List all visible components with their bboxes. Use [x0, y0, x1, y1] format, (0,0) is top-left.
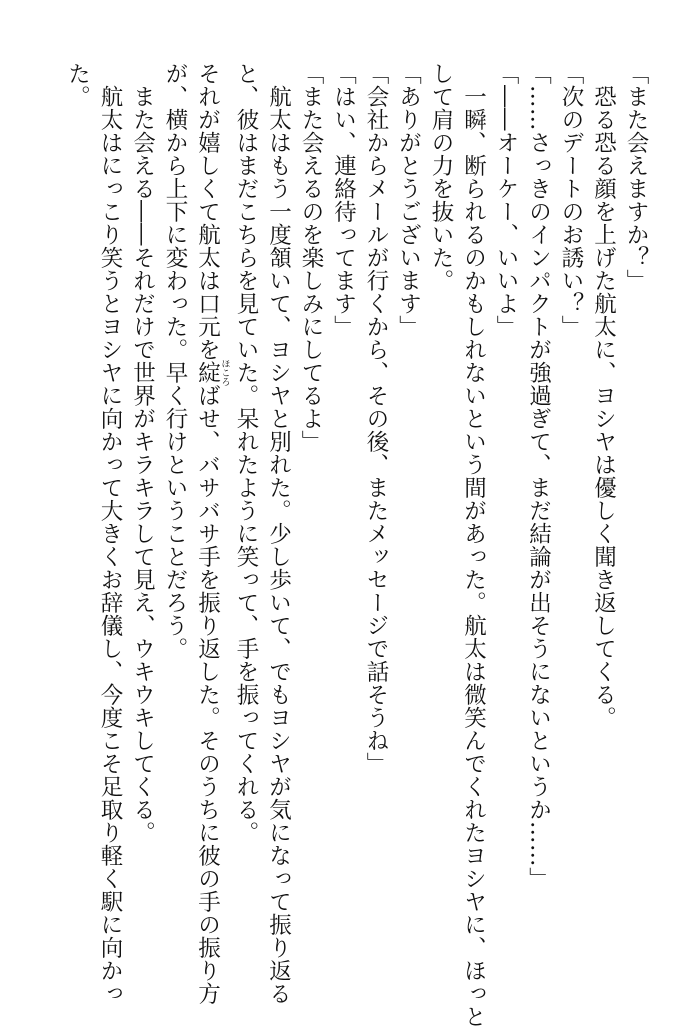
text-line: 恐る恐る顔を上げた航太に、ヨシヤは優しく聞き返してくる。: [590, 62, 617, 729]
text-line: 「また会えるのを楽しみにしてるよ」: [298, 62, 324, 453]
text-line: して肩の力を抜いた。: [428, 62, 454, 292]
text-line-with-ruby: [191, 62, 230, 1005]
text-line: 航太はもう一度頷いて、ヨシヤと別れた。少し歩いて、でもヨシヤが気になって振り返る: [265, 62, 292, 1005]
text-segment: それが嬉しくて航太は口元を: [194, 62, 221, 361]
text-line: また会える――それだけで世界がキラキラして見え、ウキウキしてくる。: [129, 62, 156, 844]
text-segment: ばせ、バサバサ手を振り返した。そのうちに彼の手の振り方: [194, 384, 221, 1005]
text-line: 「次のデートのお誘い？」: [558, 62, 584, 338]
text-line: 一瞬、断られるのかもしれないという間があった。航太は微笑んでくれたヨシヤに、ほっと: [460, 62, 487, 1028]
vertical-text-body: [61, 62, 652, 1028]
text-line: 「また会えますか？」: [623, 62, 649, 292]
text-line: た。: [64, 62, 91, 108]
text-line: 「……さっきのインパクトが強過ぎて、まだ結論が出そうにないというか……」: [525, 62, 552, 890]
ruby-base: 綻: [194, 359, 221, 386]
text-line: 「会社からメールが行くから、その後、またメッセージで話そうね」: [363, 62, 389, 775]
text-line: 「ありがとうございます」: [395, 62, 422, 338]
text-line: 航太はにっこり笑うとヨシヤに向かって大きくお辞儀し、今度こそ足取り軽く駅に向かっ: [97, 62, 123, 1005]
text-line: と、彼はまだこちらを見ていた。呆れたように笑って、手を振ってくれる。: [233, 62, 259, 844]
text-line: 「はい、連絡待ってます」: [330, 62, 357, 338]
text-line: が、横から上下に変わった。早く行けということだろう。: [162, 62, 188, 660]
text-line: 「――オーケー、いいよ」: [493, 62, 519, 338]
ruby-reading: ほころ: [219, 359, 230, 386]
ruby-annotation: [194, 359, 230, 386]
